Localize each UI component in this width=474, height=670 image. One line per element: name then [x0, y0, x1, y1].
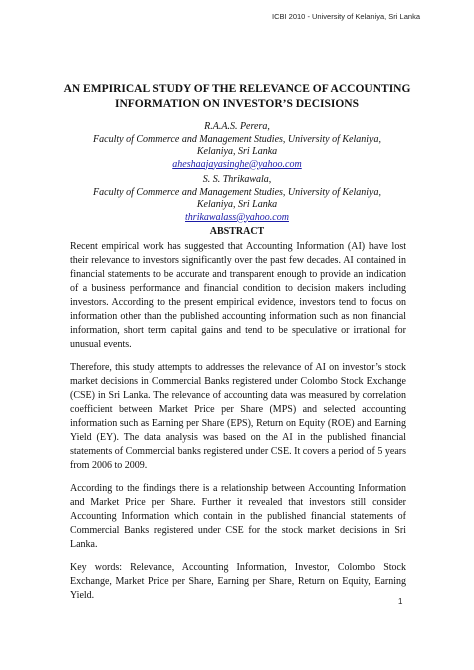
paper-title — [60, 82, 414, 112]
author-name: R.A.A.S. Perera, — [204, 121, 270, 132]
author-affiliation: Faculty of Commerce and Management Studies, University of Kelaniya, — [93, 133, 381, 145]
author-location: Kelaniya, Sri Lanka — [196, 199, 278, 210]
author-location: Kelaniya, Sri Lanka — [196, 146, 278, 157]
author-block-1 — [60, 121, 414, 171]
abstract-paragraph: According to the findings there is a relationship between Accounting Information and Market Price per Share. Further it revealed that investors still consider Accounting Information which contain in the published financial statements of Commercial Banks registered under CSE for the stock market decisions in Sri Lanka. — [70, 483, 406, 550]
title-line-2: INFORMATION ON INVESTOR’S DECISIONS — [115, 98, 359, 110]
running-header: ICBI 2010 - University of Kelaniya, Sri Lanka — [272, 12, 420, 21]
author-affiliation: Faculty of Commerce and Management Studies, University of Kelaniya, — [93, 186, 381, 198]
page-number: 1 — [398, 597, 403, 606]
abstract-heading: ABSTRACT — [209, 226, 265, 237]
title-line-1: AN EMPIRICAL STUDY OF THE RELEVANCE OF ACCOUNTING — [63, 83, 411, 95]
abstract-paragraph: Therefore, this study attempts to addresses the relevance of AI on investor’s stock market decisions in Commercial Banks registered under Colombo Stock Exchange (CSE) in Sri Lanka. The relevance of accounting data was measured by correlation coefficient between Market Price per Share (MPS) and selected accounting information such as Earning per Share (EPS), Return on Equity (ROE) and Earning Yield (EY). The data analysis was based on the AI in the published financial statements of Commercial banks registered under CSE. It covers a period of 5 years from 2006 to 2009. — [70, 362, 406, 471]
author-block-2 — [60, 174, 414, 224]
author-name: S. S. Thrikawala, — [202, 174, 272, 185]
abstract-paragraph: Recent empirical work has suggested that Accounting Information (AI) have lost their relevance to investors significantly over the past few decades. AI contained in financial statements to be accurate and transparent enough to provide an indication of a business performance and financial condition to decision makers including investors. According to the present empirical evidence, investors tend to focus on information other than the published accounting information such as non financial information, short term capital gains and tend to be speculative or irrational for unusual events. — [70, 241, 406, 350]
author-email-link[interactable]: thrikawalass@yahoo.com — [185, 211, 289, 223]
keywords-paragraph: Key words: Relevance, Accounting Information, Investor, Colombo Stock Exchange, Market Price per Share, Earning per Share, Return on Equity, Earning Yield. — [70, 562, 406, 601]
author-email-link[interactable]: aheshaajayasinghe@yahoo.com — [172, 158, 302, 170]
abstract-body — [70, 240, 406, 612]
